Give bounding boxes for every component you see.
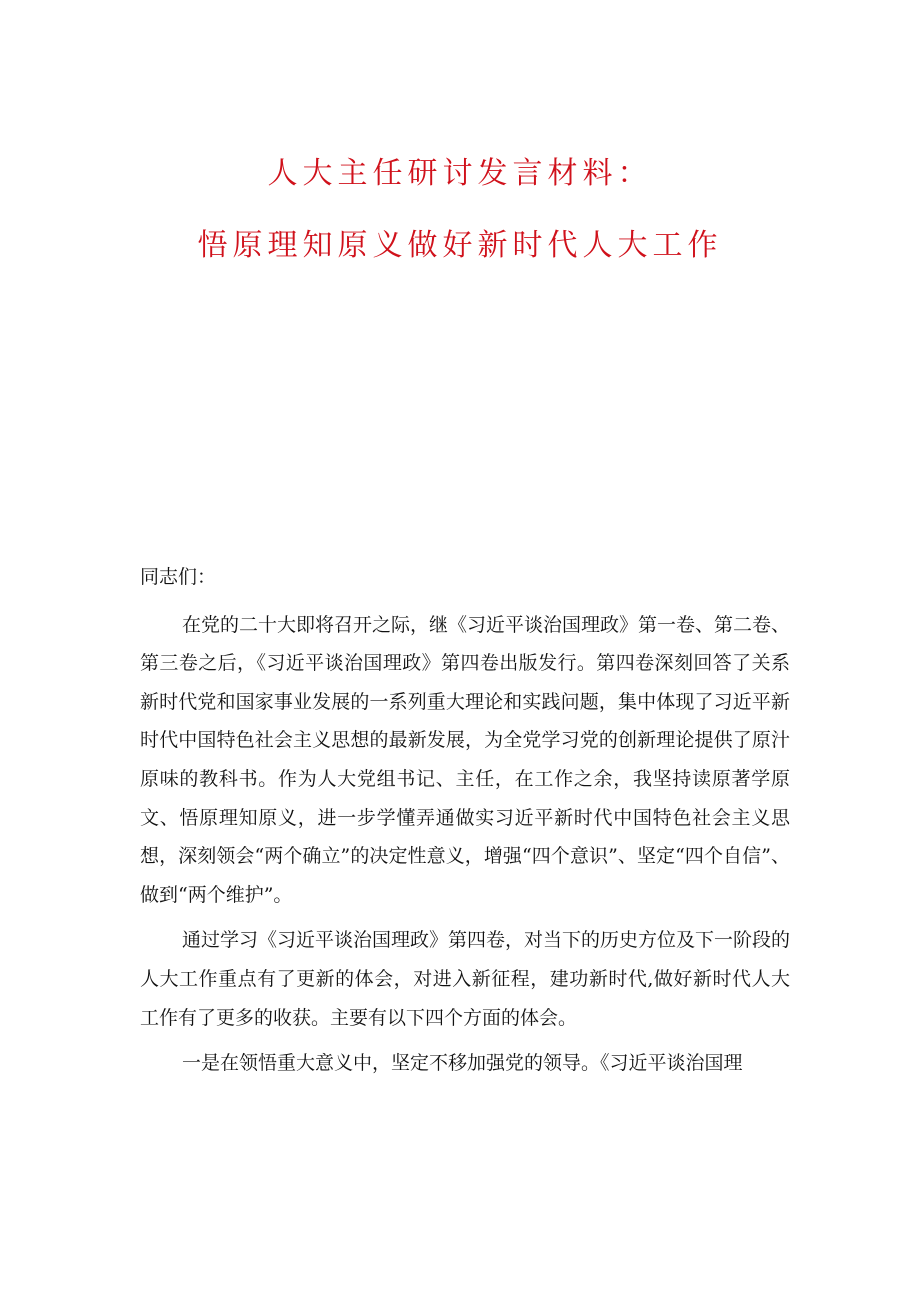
paragraph-2: 通过学习《习近平谈治国理政》第四卷，对当下的历史方位及下一阶段的人大工作重点有了更新的体会，对进入新征程，建功新时代,做好新时代人大工作有了更多的收获。主要有以下四个方面的体会。 <box>140 929 791 1029</box>
title-line-1: 人大主任研讨发言材料： <box>267 156 653 191</box>
paragraph-1: 在党的二十大即将召开之际，继《习近平谈治国理政》第一卷、第二卷、第三卷之后，《习近平谈治国理政》第四卷出版发行。第四卷深刻回答了关系新时代党和国家事业发展的一系列重大理论和实践问题，集中体现了习近平新时代中国特色社会主义思想的最新发展，为全党学习党的创新理论提供了原汁原味的教科书。作为人大党组书记、主任，在工作之余，我坚持读原著学原文、悟原理知原义，进一步学懂弄通做实习近平新时代中国特色社会主义思想，深刻领会“两个确立”的决定性意义，增强“四个意识”、坚定“四个自信”、做到“两个维护”。 <box>140 613 791 906</box>
document-body <box>140 558 790 1090</box>
document-title <box>0 138 920 282</box>
salutation: 同志们： <box>140 566 217 588</box>
paragraph-3: 一是在领悟重大意义中，坚定不移加强党的领导。《习近平谈治国理 <box>182 1052 743 1075</box>
title-line-2: 悟原理知原义做好新时代人大工作 <box>197 228 723 263</box>
